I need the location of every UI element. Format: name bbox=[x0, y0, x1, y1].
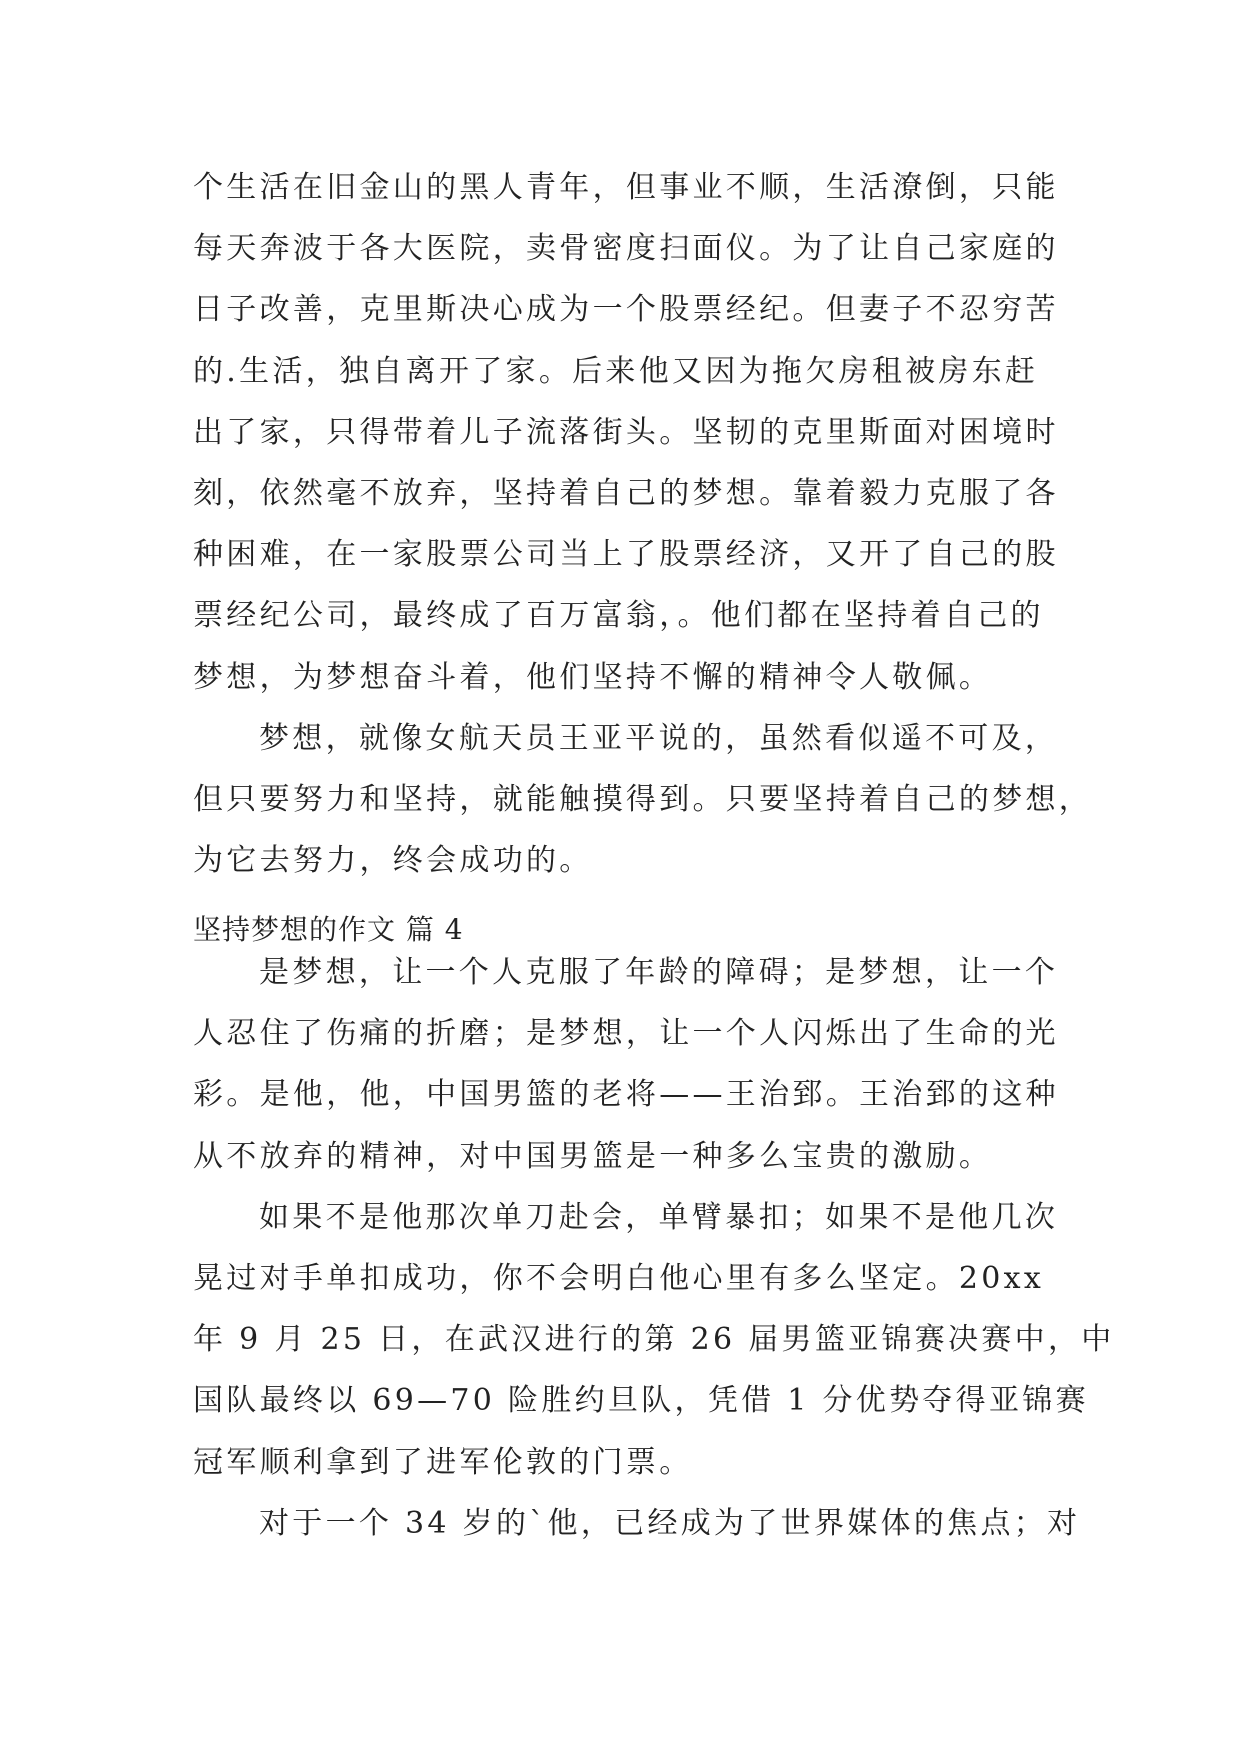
text-line: 个生活在旧金山的黑人青年，但事业不顺，生活潦倒，只能 bbox=[193, 170, 1059, 205]
text-line: 人忍住了伤痛的折磨；是梦想，让一个人闪烁出了生命的光 bbox=[193, 1016, 1059, 1052]
text-line: 刻，依然毫不放弃，坚持着自己的梦想。靠着毅力克服了各 bbox=[193, 475, 1059, 511]
text-line: 出了家，只得带着儿子流落街头。坚韧的克里斯面对困境时 bbox=[193, 414, 1059, 450]
text-line: 种困难，在一家股票公司当上了股票经济，又开了自己的股 bbox=[193, 537, 1059, 573]
text-line: 如果不是他那次单刀赴会，单臂暴扣；如果不是他几次 bbox=[259, 1199, 1059, 1235]
text-line: 梦想，为梦想奋斗着，他们坚持不懈的精神令人敬佩。 bbox=[193, 659, 993, 695]
section-heading: 坚持梦想的作文 篇 4 bbox=[193, 913, 464, 946]
text-line: 从不放弃的精神，对中国男篮是一种多么宝贵的激励。 bbox=[193, 1138, 993, 1174]
text-line: 但只要努力和坚持，就能触摸得到。只要坚持着自己的梦想， bbox=[193, 781, 1093, 817]
text-line: 年 9 月 25 日，在武汉进行的第 26 届男篮亚锦赛决赛中，中 bbox=[193, 1322, 1115, 1358]
text-line: 票经纪公司，最终成了百万富翁，。他们都在坚持着自己的 bbox=[193, 598, 1044, 634]
essay-continuation bbox=[193, 157, 1093, 891]
essay-section-4 bbox=[193, 942, 1115, 1554]
text-line: 对于一个 34 岁的`他，已经成为了世界媒体的焦点；对 bbox=[259, 1505, 1081, 1541]
text-line: 日子改善，克里斯决心成为一个股票经纪。但妻子不忍穷苦 bbox=[193, 292, 1059, 328]
text-line: 冠军顺利拿到了进军伦敦的门票。 bbox=[193, 1444, 693, 1480]
text-line: 为它去努力，终会成功的。 bbox=[193, 843, 593, 879]
text-line: 彩。是他，他，中国男篮的老将——王治郅。王治郅的这种 bbox=[193, 1077, 1059, 1113]
text-line: 晃过对手单扣成功，你不会明白他心里有多么坚定。20xx bbox=[193, 1260, 1045, 1296]
text-line: 梦想，就像女航天员王亚平说的，虽然看似遥不可及， bbox=[259, 720, 1059, 756]
text-line: 的.生活，独自离开了家。后来他又因为拖欠房租被房东赶 bbox=[193, 353, 1039, 389]
text-line: 是梦想，让一个人克服了年龄的障碍；是梦想，让一个 bbox=[259, 955, 1059, 990]
text-line: 每天奔波于各大医院，卖骨密度扫面仪。为了让自己家庭的 bbox=[193, 231, 1059, 267]
text-line: 国队最终以 69—70 险胜约旦队，凭借 1 分优势夺得亚锦赛 bbox=[193, 1383, 1089, 1419]
